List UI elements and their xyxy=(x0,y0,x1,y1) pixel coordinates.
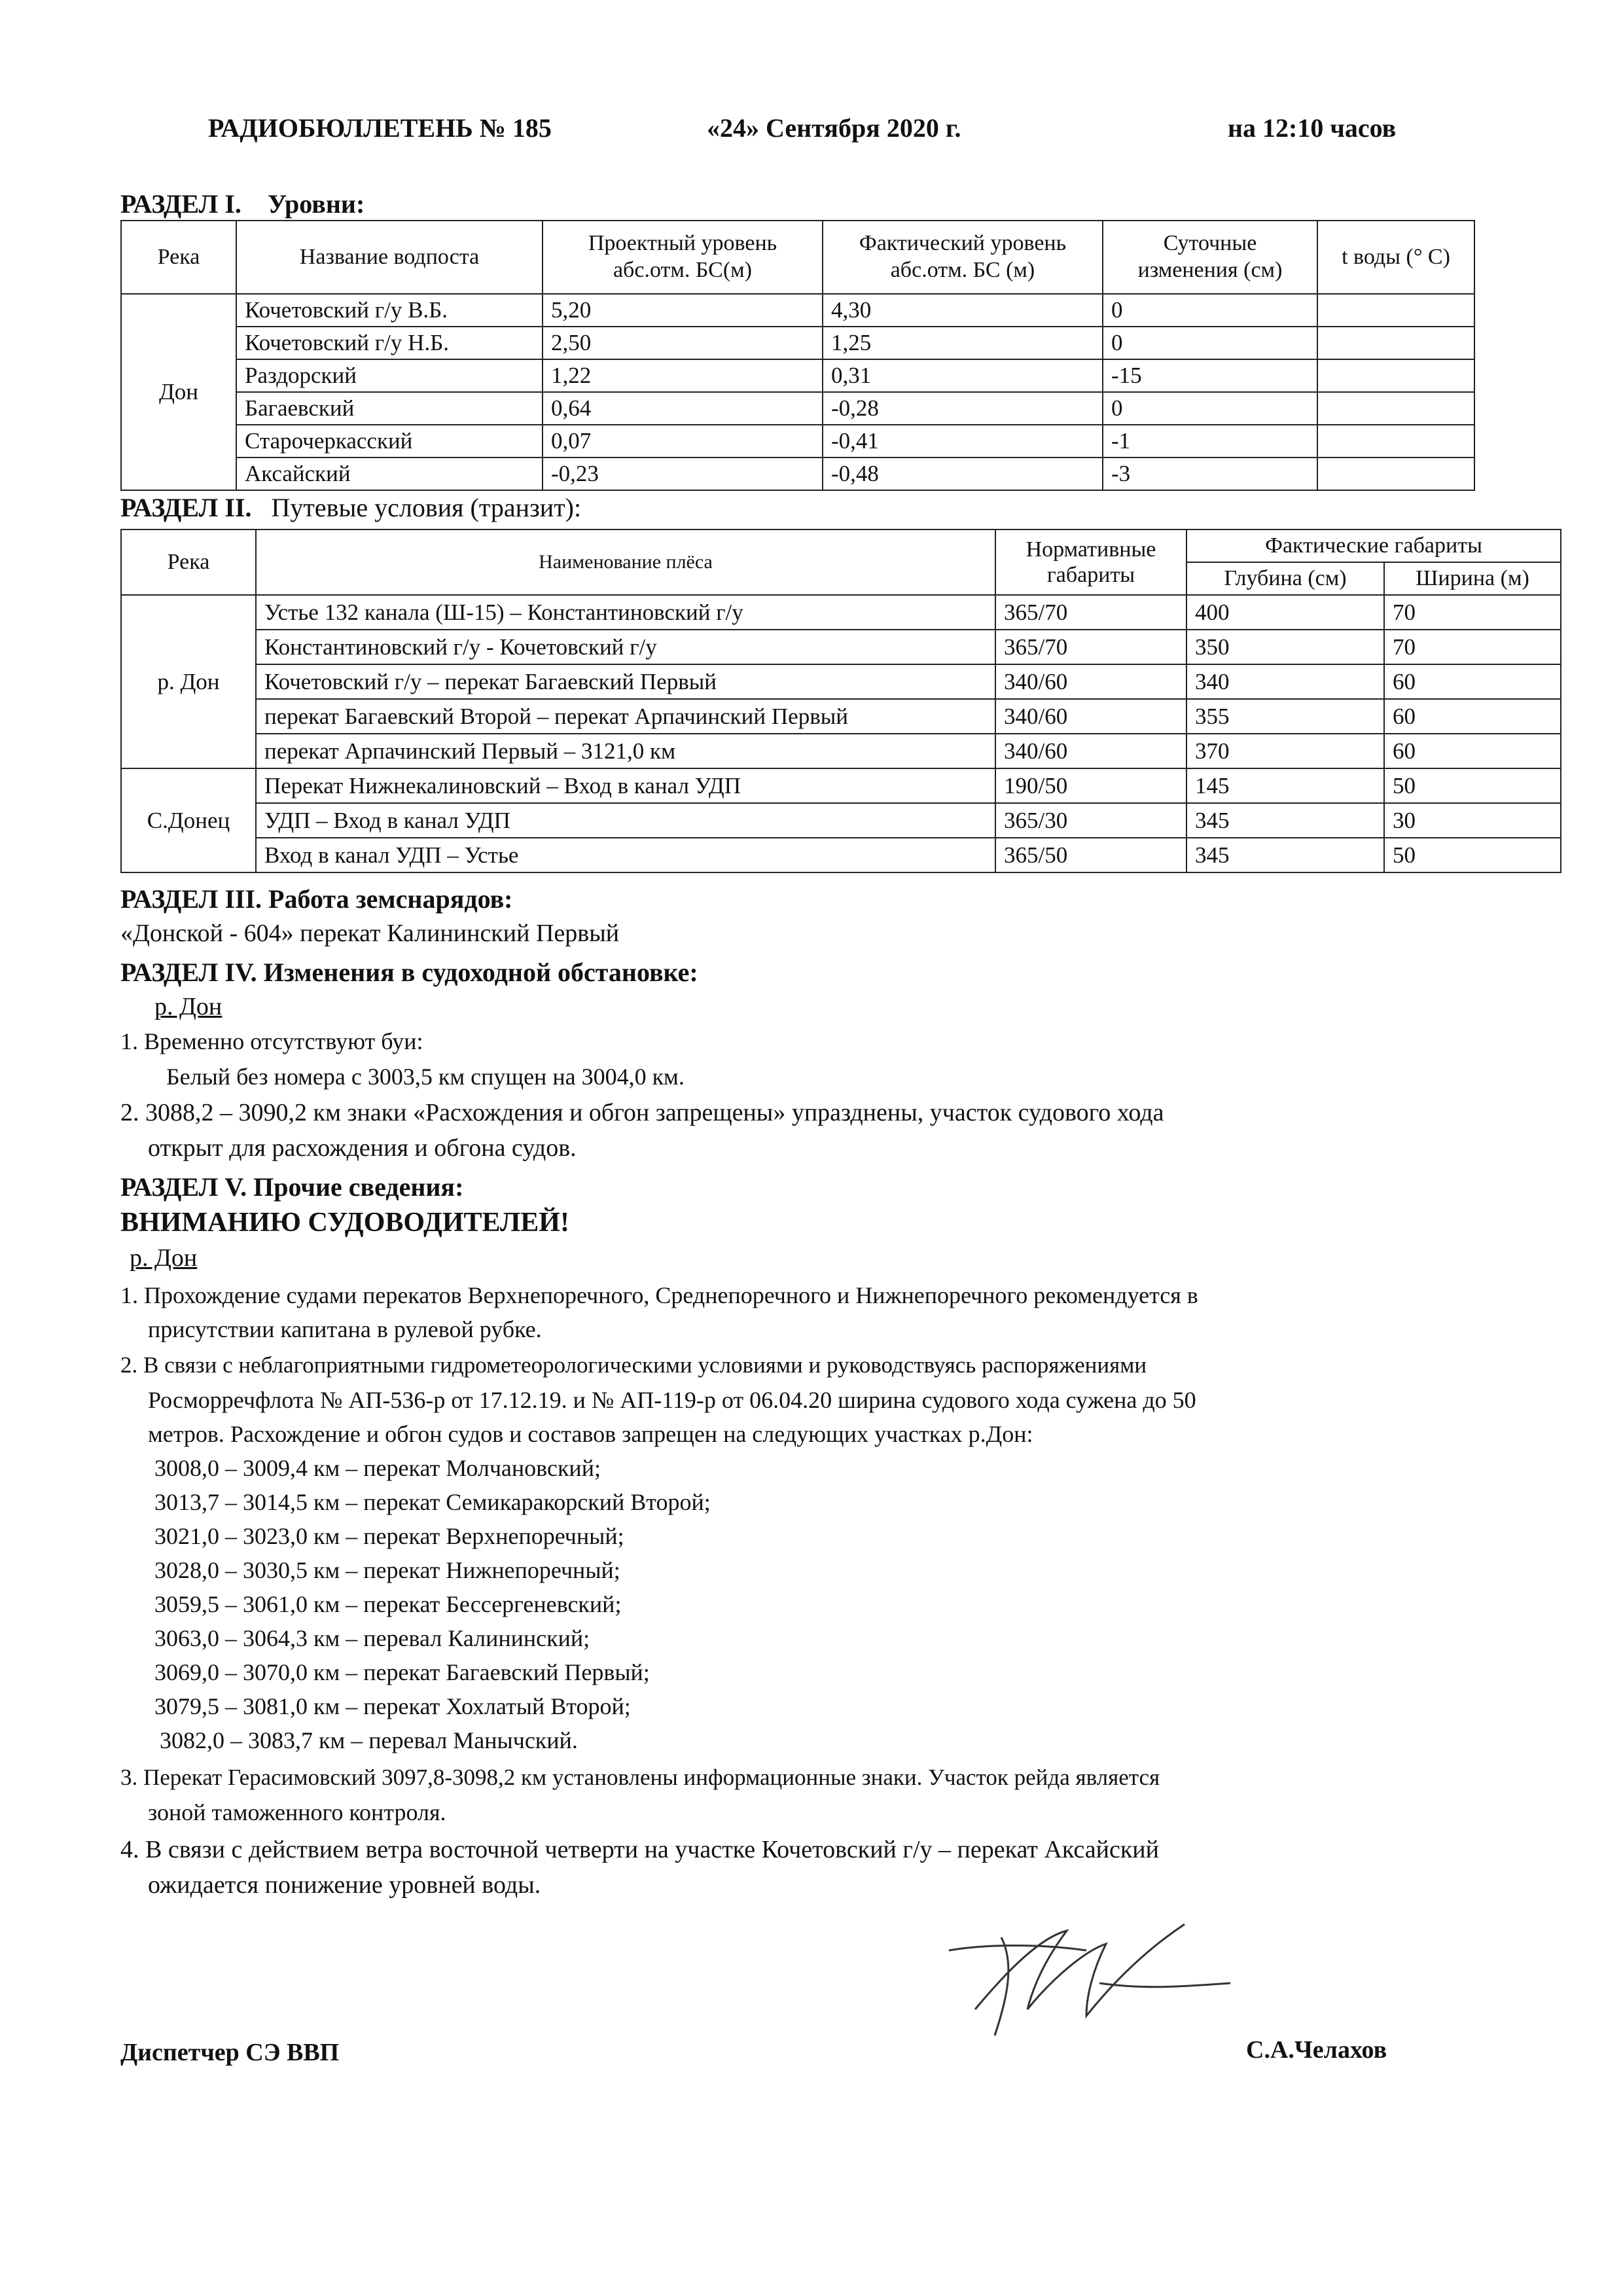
levels-change: -15 xyxy=(1103,359,1317,392)
transit-norm: 340/60 xyxy=(995,734,1186,768)
table-row xyxy=(121,664,1561,699)
levels-project: 0,64 xyxy=(543,392,823,425)
transit-header-normative: Нормативные габариты xyxy=(995,529,1186,595)
transit-header-river: Река xyxy=(121,529,256,595)
section4-title: РАЗДЕЛ IV. Изменения в судоходной обстановке: xyxy=(120,958,698,987)
table-row xyxy=(121,630,1561,664)
dispatcher-position: Диспетчер СЭ ВВП xyxy=(120,2039,340,2066)
transit-width: 50 xyxy=(1384,768,1561,803)
levels-header-row xyxy=(121,221,1474,294)
transit-table xyxy=(120,529,1561,873)
transit-header-actual: Фактические габариты xyxy=(1186,529,1561,562)
transit-reach: Кочетовский г/у – перекат Багаевский Первый xyxy=(256,664,995,699)
levels-header-change: Суточные изменения (см) xyxy=(1103,221,1317,294)
levels-actual: -0,48 xyxy=(823,457,1103,490)
section5-p4-line1: 4. В связи с действием ветра восточной четверти на участке Кочетовский г/у – перекат Аксайский xyxy=(120,1836,1159,1863)
levels-temp xyxy=(1317,457,1474,490)
section5-p1-line2: присутствии капитана в рулевой рубке. xyxy=(148,1316,542,1342)
table-row xyxy=(121,595,1561,630)
section4-river: р. Дон xyxy=(154,993,223,1020)
list-item: 3082,0 – 3083,7 км – перевал Манычский. xyxy=(160,1727,578,1753)
levels-temp xyxy=(1317,425,1474,457)
list-item: 3013,7 – 3014,5 км – перекат Семикаракорский Второй; xyxy=(154,1489,711,1515)
section5-p3-line2: зоной таможенного контроля. xyxy=(148,1799,446,1825)
section5-p3-line1: 3. Перекат Герасимовский 3097,8-3098,2 км установлены информационные знаки. Участок рейда является xyxy=(120,1765,1160,1790)
levels-change: -1 xyxy=(1103,425,1317,457)
transit-reach: Устье 132 канала (Ш-15) – Константиновский г/у xyxy=(256,595,995,630)
section5-p4-line2: ожидается понижение уровней воды. xyxy=(148,1871,541,1899)
table-row xyxy=(121,734,1561,768)
levels-post: Багаевский xyxy=(236,392,543,425)
transit-norm: 190/50 xyxy=(995,768,1186,803)
transit-reach: перекат Арпачинский Первый – 3121,0 км xyxy=(256,734,995,768)
levels-project: 1,22 xyxy=(543,359,823,392)
levels-actual: -0,28 xyxy=(823,392,1103,425)
transit-header-depth: Глубина (см) xyxy=(1186,562,1384,595)
levels-post: Раздорский xyxy=(236,359,543,392)
transit-reach: Вход в канал УДП – Устье xyxy=(256,838,995,872)
levels-actual: 1,25 xyxy=(823,327,1103,359)
levels-project: 0,07 xyxy=(543,425,823,457)
transit-width: 60 xyxy=(1384,734,1561,768)
table-row xyxy=(121,457,1474,490)
transit-depth: 340 xyxy=(1186,664,1384,699)
list-item: 3028,0 – 3030,5 км – перекат Нижнепоречный; xyxy=(154,1557,620,1583)
transit-reach: Константиновский г/у - Кочетовский г/у xyxy=(256,630,995,664)
transit-norm: 365/70 xyxy=(995,630,1186,664)
section3-title: РАЗДЕЛ III. Работа земснарядов: xyxy=(120,884,513,914)
transit-norm: 340/60 xyxy=(995,664,1186,699)
levels-river-cell: Дон xyxy=(121,294,236,490)
transit-depth: 350 xyxy=(1186,630,1384,664)
dispatcher-name: С.А.Челахов xyxy=(1246,2036,1387,2064)
levels-post: Кочетовский г/у Н.Б. xyxy=(236,327,543,359)
table-row xyxy=(121,768,1561,803)
transit-reach: УДП – Вход в канал УДП xyxy=(256,803,995,838)
section4-item1: 1. Временно отсутствуют буи: xyxy=(120,1028,423,1054)
section2-title: РАЗДЕЛ II. xyxy=(120,493,252,522)
levels-change: -3 xyxy=(1103,457,1317,490)
transit-header-reach: Наименование плёса xyxy=(256,529,995,595)
transit-width: 70 xyxy=(1384,595,1561,630)
list-item: 3008,0 – 3009,4 км – перекат Молчановский; xyxy=(154,1455,601,1481)
transit-width: 30 xyxy=(1384,803,1561,838)
levels-project: -0,23 xyxy=(543,457,823,490)
levels-change: 0 xyxy=(1103,392,1317,425)
transit-river-cell: С.Донец xyxy=(121,768,256,872)
transit-width: 50 xyxy=(1384,838,1561,872)
section4-item1-sub: Белый без номера с 3003,5 км спущен на 3004,0 км. xyxy=(166,1064,685,1090)
transit-river-cell: р. Дон xyxy=(121,595,256,768)
section4-item2-line2: открыт для расхождения и обгона судов. xyxy=(148,1134,577,1162)
list-item: 3079,5 – 3081,0 км – перекат Хохлатый Второй; xyxy=(154,1693,631,1719)
table-row xyxy=(121,699,1561,734)
levels-post: Кочетовский г/у В.Б. xyxy=(236,294,543,327)
transit-norm: 365/70 xyxy=(995,595,1186,630)
levels-table xyxy=(120,220,1475,491)
table-row xyxy=(121,327,1474,359)
bulletin-time: на 12:10 часов xyxy=(1228,113,1397,143)
levels-temp xyxy=(1317,294,1474,327)
transit-depth: 355 xyxy=(1186,699,1384,734)
section1-heading xyxy=(120,188,365,219)
table-row xyxy=(121,425,1474,457)
transit-depth: 145 xyxy=(1186,768,1384,803)
list-item: 3021,0 – 3023,0 км – перекат Верхнепоречный; xyxy=(154,1523,624,1549)
transit-reach: перекат Багаевский Второй – перекат Арпачинский Первый xyxy=(256,699,995,734)
section1-title: РАЗДЕЛ I. xyxy=(120,189,241,219)
table-row xyxy=(121,803,1561,838)
transit-width: 60 xyxy=(1384,699,1561,734)
transit-header-row xyxy=(121,529,1561,562)
section2-subtitle: Путевые условия (транзит): xyxy=(271,493,582,522)
section5-p2-line3: метров. Расхождение и обгон судов и составов запрещен на следующих участках р.Дон: xyxy=(148,1421,1033,1447)
table-row xyxy=(121,359,1474,392)
section5-title: РАЗДЕЛ V. Прочие сведения: xyxy=(120,1172,464,1202)
levels-temp xyxy=(1317,359,1474,392)
transit-depth: 345 xyxy=(1186,803,1384,838)
list-item: 3059,5 – 3061,0 км – перекат Бессергеневский; xyxy=(154,1591,622,1617)
section1-subtitle: Уровни: xyxy=(267,189,365,219)
list-item: 3069,0 – 3070,0 км – перекат Багаевский Первый; xyxy=(154,1659,650,1685)
section3-text: «Донской - 604» перекат Калининский Первый xyxy=(120,920,620,947)
levels-project: 2,50 xyxy=(543,327,823,359)
transit-depth: 370 xyxy=(1186,734,1384,768)
levels-temp xyxy=(1317,327,1474,359)
table-row xyxy=(121,838,1561,872)
table-row xyxy=(121,294,1474,327)
transit-header-width: Ширина (м) xyxy=(1384,562,1561,595)
levels-temp xyxy=(1317,392,1474,425)
transit-depth: 345 xyxy=(1186,838,1384,872)
section5-p1-line1: 1. Прохождение судами перекатов Верхнепоречного, Среднепоречного и Нижнепоречного рекомендуется в xyxy=(120,1282,1198,1308)
levels-actual: 4,30 xyxy=(823,294,1103,327)
levels-post: Аксайский xyxy=(236,457,543,490)
section4-item2-line1: 2. 3088,2 – 3090,2 км знаки «Расхождения и обгон запрещены» упразднены, участок судового хода xyxy=(120,1099,1164,1126)
levels-change: 0 xyxy=(1103,327,1317,359)
bulletin-title: РАДИОБЮЛЛЕТЕНЬ № 185 xyxy=(208,113,552,143)
transit-width: 70 xyxy=(1384,630,1561,664)
section5-p2-line2: Росморречфлота № АП-536-р от 17.12.19. и № АП-119-р от 06.04.20 ширина судового хода сужена до 50 xyxy=(148,1387,1196,1413)
bulletin-date: «24» Сентября 2020 г. xyxy=(707,113,961,143)
section5-attention: ВНИМАНИЮ СУДОВОДИТЕЛЕЙ! xyxy=(120,1208,569,1238)
section5-p2-line1: 2. В связи с неблагоприятными гидрометеорологическими условиями и руководствуясь распоряжениями xyxy=(120,1352,1147,1378)
levels-project: 5,20 xyxy=(543,294,823,327)
transit-norm: 365/50 xyxy=(995,838,1186,872)
list-item: 3063,0 – 3064,3 км – перевал Калининский; xyxy=(154,1625,590,1651)
levels-header-river: Река xyxy=(121,221,236,294)
levels-actual: -0,41 xyxy=(823,425,1103,457)
levels-post: Старочеркасский xyxy=(236,425,543,457)
transit-depth: 400 xyxy=(1186,595,1384,630)
section2-heading xyxy=(120,492,581,523)
levels-header-temp: t воды (° С) xyxy=(1317,221,1474,294)
levels-header-project: Проектный уровень абс.отм. БС(м) xyxy=(543,221,823,294)
levels-header-actual: Фактический уровень абс.отм. БС (м) xyxy=(823,221,1103,294)
levels-change: 0 xyxy=(1103,294,1317,327)
transit-width: 60 xyxy=(1384,664,1561,699)
transit-reach: Перекат Нижнекалиновский – Вход в канал УДП xyxy=(256,768,995,803)
table-row xyxy=(121,392,1474,425)
transit-norm: 340/60 xyxy=(995,699,1186,734)
transit-norm: 365/30 xyxy=(995,803,1186,838)
levels-header-post: Название водпоста xyxy=(236,221,543,294)
signature-icon xyxy=(936,1911,1243,2042)
section5-river: р. Дон xyxy=(130,1244,198,1272)
levels-actual: 0,31 xyxy=(823,359,1103,392)
